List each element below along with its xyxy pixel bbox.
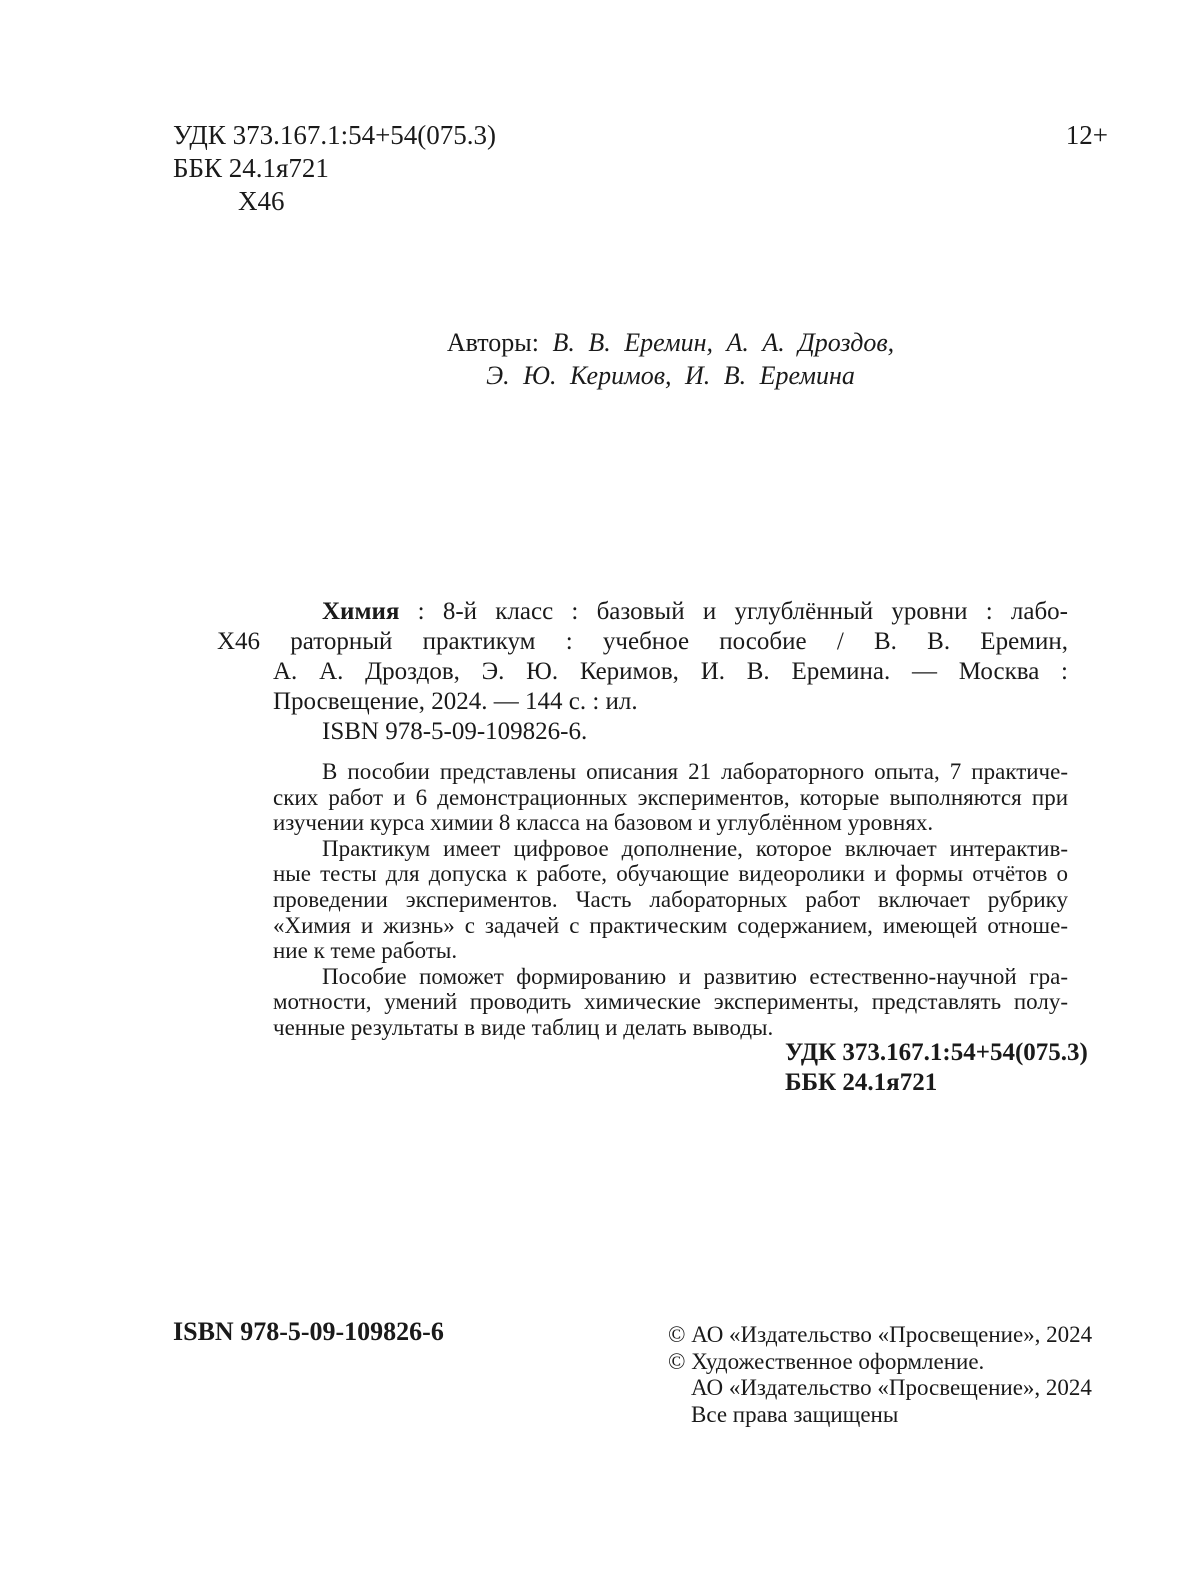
authors-block	[273, 326, 1068, 392]
bbk-code: ББК 24.1я721	[173, 153, 329, 183]
udc-code-bottom: УДК 373.167.1:54+54(075.3)	[785, 1039, 1088, 1066]
annotation-p2-line2: ные тесты для допуска к работе, обучающие видеоролики и формы отчётов о	[273, 861, 1068, 887]
bottom-classification-block	[785, 1038, 1088, 1098]
copyright-line-1: © АО «Издательство «Просвещение», 2024	[668, 1322, 1093, 1347]
annotation-p2-line3: проведении экспериментов. Часть лабораторных работ включает рубрику	[273, 886, 1068, 912]
copyright-line-4: Все права защищены	[691, 1401, 899, 1427]
authors-line-2: Э. Ю. Керимов, И. В. Еремина	[486, 361, 855, 390]
biblio-line-3: А. А. Дроздов, Э. Ю. Керимов, И. В. Еремина. — Москва :	[273, 658, 1068, 685]
annotation-p2-line5: ние к теме работы.	[273, 938, 458, 964]
biblio-line-2	[217, 627, 1068, 657]
biblio-title: Химия	[322, 598, 400, 625]
biblio-code: Х46	[217, 628, 261, 655]
biblio-line-1-rest: : 8-й класс : базовый и углублённый уровни : лабо-	[417, 598, 1068, 625]
annotation-p1-line2: ских работ и 6 демонстрационных экспериментов, которые выполняются при	[273, 784, 1068, 810]
author-sign-code: Х46	[238, 186, 285, 216]
copyright-line-2: © Художественное оформление.	[668, 1348, 985, 1374]
bibliographic-entry	[217, 597, 1068, 747]
top-classification-block	[173, 119, 496, 218]
udc-code: УДК 373.167.1:54+54(075.3)	[173, 120, 497, 150]
annotation-p2-line1: Практикум имеет цифровое дополнение, которое включает интерактив-	[322, 835, 1068, 861]
authors-names-1: В. В. Еремин, А. А. Дроздов,	[552, 328, 895, 357]
authors-label: Авторы:	[446, 328, 539, 357]
annotation-p1-line1: В пособии представлены описания 21 лабораторного опыта, 7 практиче-	[322, 759, 1068, 784]
biblio-line-1	[217, 597, 1068, 627]
annotation-p3-line1: Пособие поможет формированию и развитию естественно-научной гра-	[322, 963, 1068, 989]
biblio-isbn: ISBN 978-5-09-109826-6.	[322, 718, 588, 745]
biblio-line-4: Просвещение, 2024. — 144 с. : ил.	[273, 688, 638, 715]
annotation-p2-line4: «Химия и жизнь» с задачей с практическим содержанием, имеющей отноше-	[273, 912, 1068, 938]
copyright-block	[668, 1322, 1092, 1428]
copyright-line-3: АО «Издательство «Просвещение», 2024	[691, 1375, 1092, 1400]
annotation-p3-line3: ченные результаты в виде таблиц и делать выводы.	[273, 1014, 774, 1040]
biblio-line-2-text: раторный практикум : учебное пособие / В. В. Еремин,	[290, 628, 1068, 655]
age-rating-mark: 12+	[1065, 120, 1108, 150]
annotation-block	[273, 759, 1068, 1041]
isbn-bottom: ISBN 978-5-09-109826-6	[173, 1317, 444, 1346]
annotation-p1-line3: изучении курса химии 8 класса на базовом и углублённом уровнях.	[273, 810, 934, 836]
authors-line-1	[273, 326, 1068, 359]
bbk-code-bottom: ББК 24.1я721	[785, 1069, 938, 1096]
annotation-p3-line2: мотности, умений проводить химические эксперименты, представлять полу-	[273, 989, 1068, 1015]
